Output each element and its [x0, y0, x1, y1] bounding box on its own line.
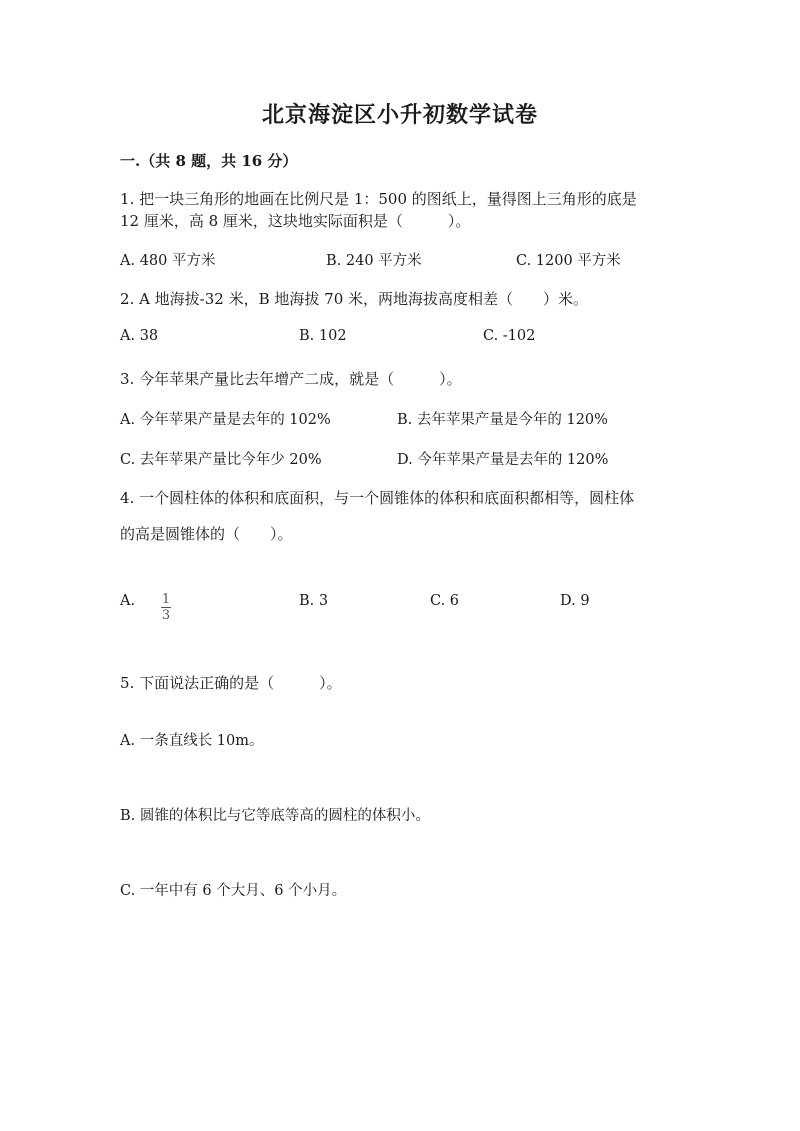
- q4-option-a-label: A.: [120, 593, 136, 609]
- fraction-numerator: 1: [161, 592, 171, 607]
- q3-option-d: D. 今年苹果产量是去年的 120%: [397, 452, 609, 468]
- q1-text-line2: 12 厘米，高 8 厘米，这块地实际面积是（ ）。: [120, 212, 471, 230]
- q1-option-a: A. 480 平方米: [120, 253, 216, 269]
- q5-option-a: A. 一条直线长 10m。: [120, 733, 264, 749]
- section-heading: 一.（共 8 题，共 16 分）: [120, 152, 298, 170]
- q4-text-line2: 的高是圆锥体的（ ）。: [120, 525, 293, 543]
- q4-option-c: C. 6: [430, 593, 460, 609]
- q5-option-b: B. 圆锥的体积比与它等底等高的圆柱的体积小。: [120, 808, 430, 824]
- q3-option-c: C. 去年苹果产量比今年少 20%: [120, 452, 322, 468]
- fraction-denominator: 3: [161, 608, 171, 623]
- q4-option-d: D. 9: [560, 593, 590, 609]
- q2-option-a: A. 38: [120, 328, 159, 344]
- q3-option-b: B. 去年苹果产量是今年的 120%: [397, 412, 608, 428]
- q2-text: 2. A 地海拔-32 米，B 地海拔 70 米，两地海拔高度相差（ ）米。: [120, 290, 589, 308]
- q5-text: 5. 下面说法正确的是（ ）。: [120, 674, 342, 692]
- q1-text-line1: 1. 把一块三角形的地画在比例尺是 1：500 的图纸上，量得图上三角形的底是: [120, 190, 637, 208]
- q5-option-c: C. 一年中有 6 个大月、6 个小月。: [120, 883, 347, 899]
- q1-option-c: C. 1200 平方米: [516, 253, 621, 269]
- q2-option-c: C. -102: [483, 328, 536, 344]
- q2-option-b: B. 102: [299, 328, 347, 344]
- q1-option-b: B. 240 平方米: [326, 253, 422, 269]
- page-title: 北京海淀区小升初数学试卷: [261, 102, 538, 128]
- q3-option-a: A. 今年苹果产量是去年的 102%: [120, 412, 331, 428]
- q3-text: 3. 今年苹果产量比去年增产二成，就是（ ）。: [120, 370, 462, 388]
- q4-option-a-fraction: [161, 588, 171, 622]
- q4-text-line1: 4. 一个圆柱体的体积和底面积，与一个圆锥体的体积和底面积都相等，圆柱体: [120, 489, 635, 507]
- q4-option-b: B. 3: [299, 593, 329, 609]
